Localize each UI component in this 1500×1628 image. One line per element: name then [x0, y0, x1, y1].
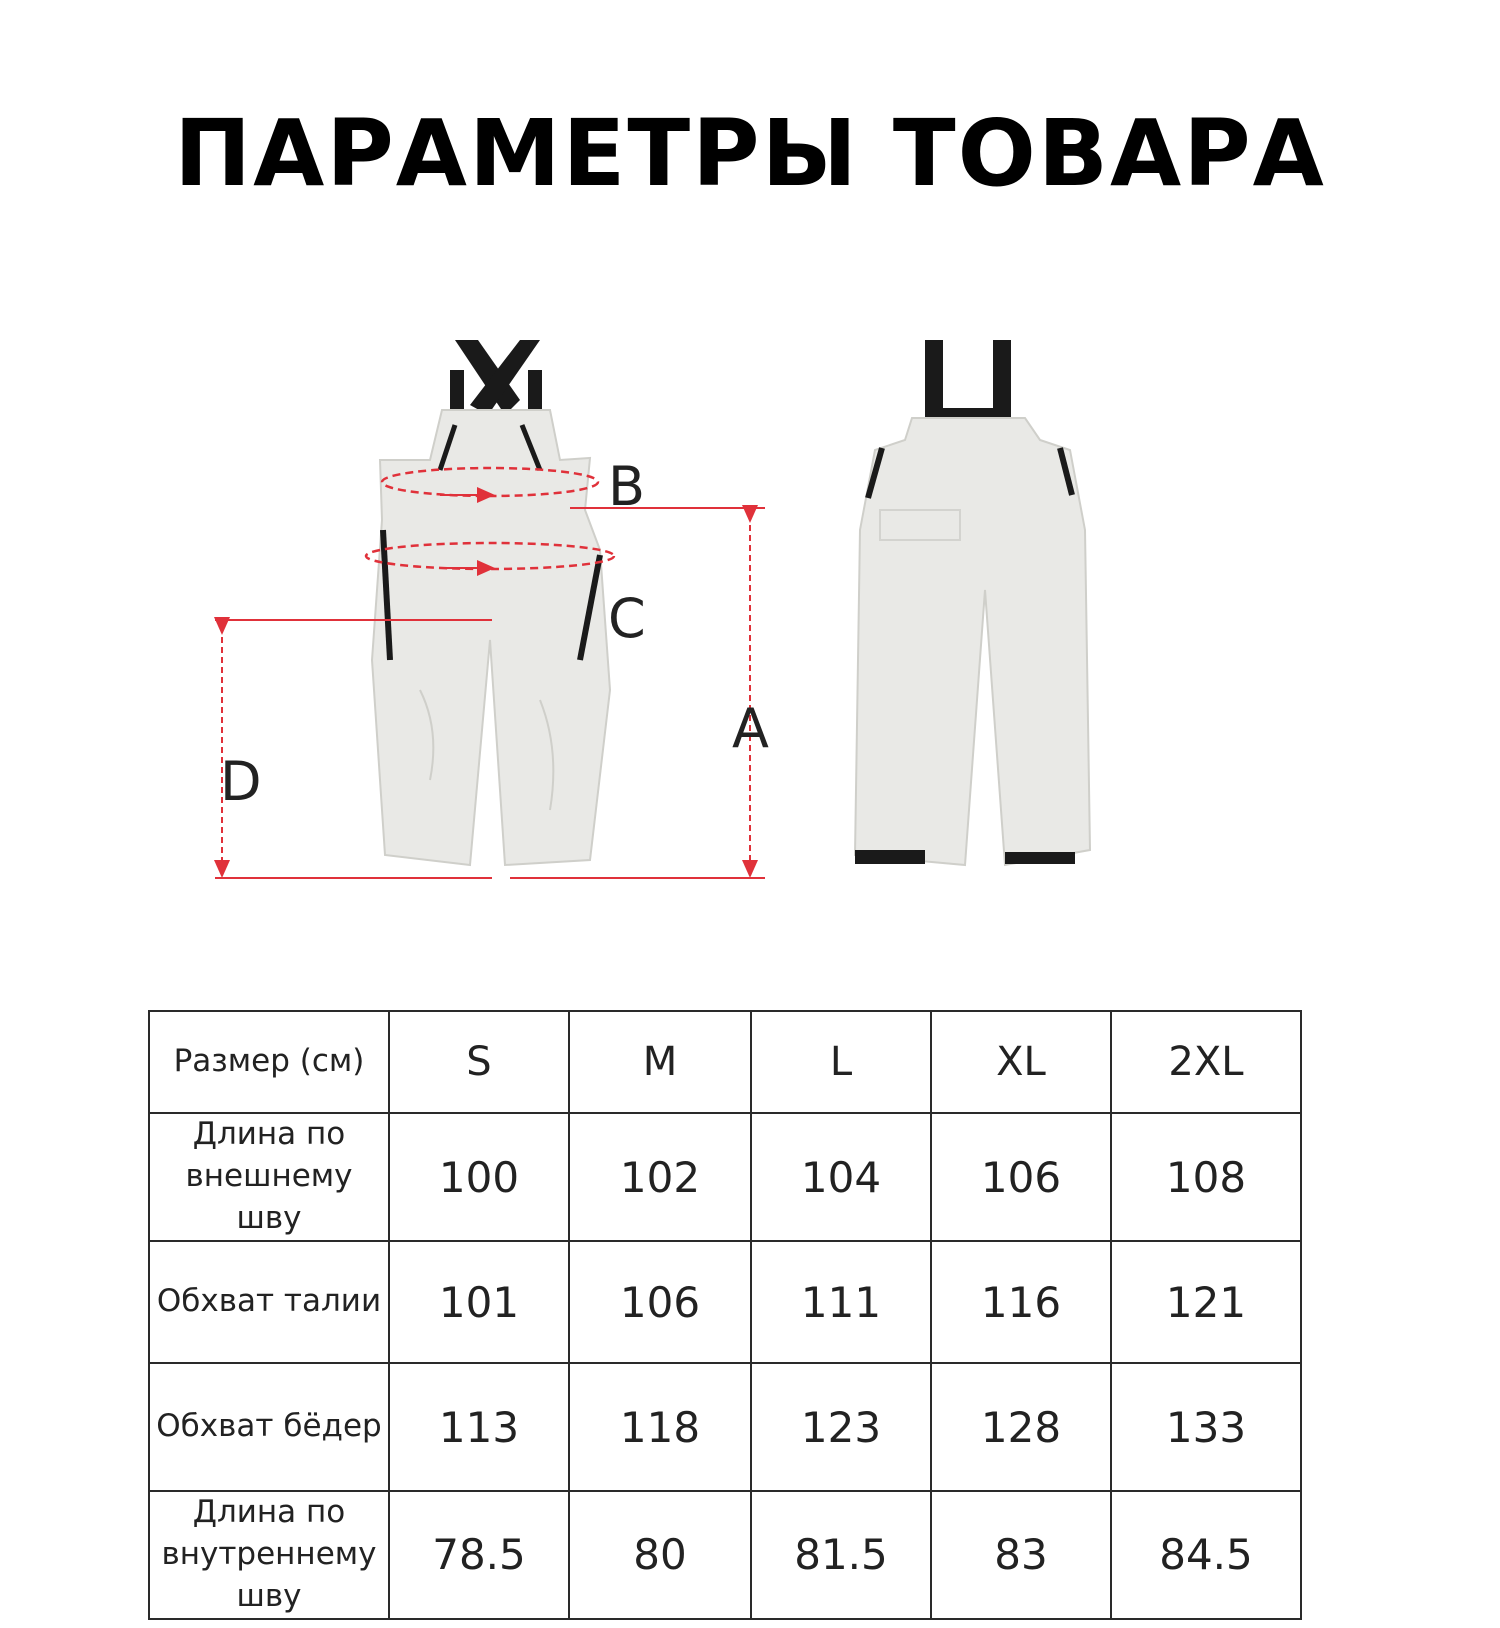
size-2xl: 2XL: [1111, 1011, 1301, 1113]
table-row: [149, 1491, 1301, 1619]
table-row: [149, 1113, 1301, 1241]
table-cell: 100: [389, 1113, 569, 1241]
table-cell: 84.5: [1111, 1491, 1301, 1619]
page-title: ПАРАМЕТРЫ ТОВАРА: [174, 100, 1326, 207]
table-row: [149, 1363, 1301, 1491]
table-cell: 106: [569, 1241, 751, 1363]
table-cell: 113: [389, 1363, 569, 1491]
label-a: A: [732, 697, 769, 760]
size-l: L: [751, 1011, 931, 1113]
row-label: Обхват талии: [149, 1241, 389, 1363]
front-overalls-image: [372, 340, 610, 865]
row-label: Длина по внешнему шву: [149, 1113, 389, 1241]
table-cell: 111: [751, 1241, 931, 1363]
table-cell: 80: [569, 1491, 751, 1619]
table-cell: 104: [751, 1113, 931, 1241]
size-table: [148, 1010, 1302, 1620]
size-header-label: Размер (см): [149, 1011, 389, 1113]
size-s: S: [389, 1011, 569, 1113]
size-xl: XL: [931, 1011, 1111, 1113]
table-cell: 102: [569, 1113, 751, 1241]
back-overalls-image: [855, 340, 1090, 865]
label-d: D: [220, 750, 262, 813]
measurement-diagram: [0, 330, 1500, 930]
table-cell: 121: [1111, 1241, 1301, 1363]
size-m: M: [569, 1011, 751, 1113]
row-label: Длина по внутреннему шву: [149, 1491, 389, 1619]
table-cell: 81.5: [751, 1491, 931, 1619]
table-cell: 133: [1111, 1363, 1301, 1491]
table-cell: 123: [751, 1363, 931, 1491]
table-cell: 128: [931, 1363, 1111, 1491]
table-cell: 101: [389, 1241, 569, 1363]
table-cell: 78.5: [389, 1491, 569, 1619]
table-row: [149, 1241, 1301, 1363]
table-cell: 108: [1111, 1113, 1301, 1241]
table-cell: 118: [569, 1363, 751, 1491]
table-cell: 106: [931, 1113, 1111, 1241]
label-b: B: [608, 455, 646, 518]
table-header-row: [149, 1011, 1301, 1113]
overalls-illustration: [0, 330, 1500, 930]
label-c: C: [608, 587, 646, 650]
table-cell: 83: [931, 1491, 1111, 1619]
row-label: Обхват бёдер: [149, 1363, 389, 1491]
table-cell: 116: [931, 1241, 1111, 1363]
